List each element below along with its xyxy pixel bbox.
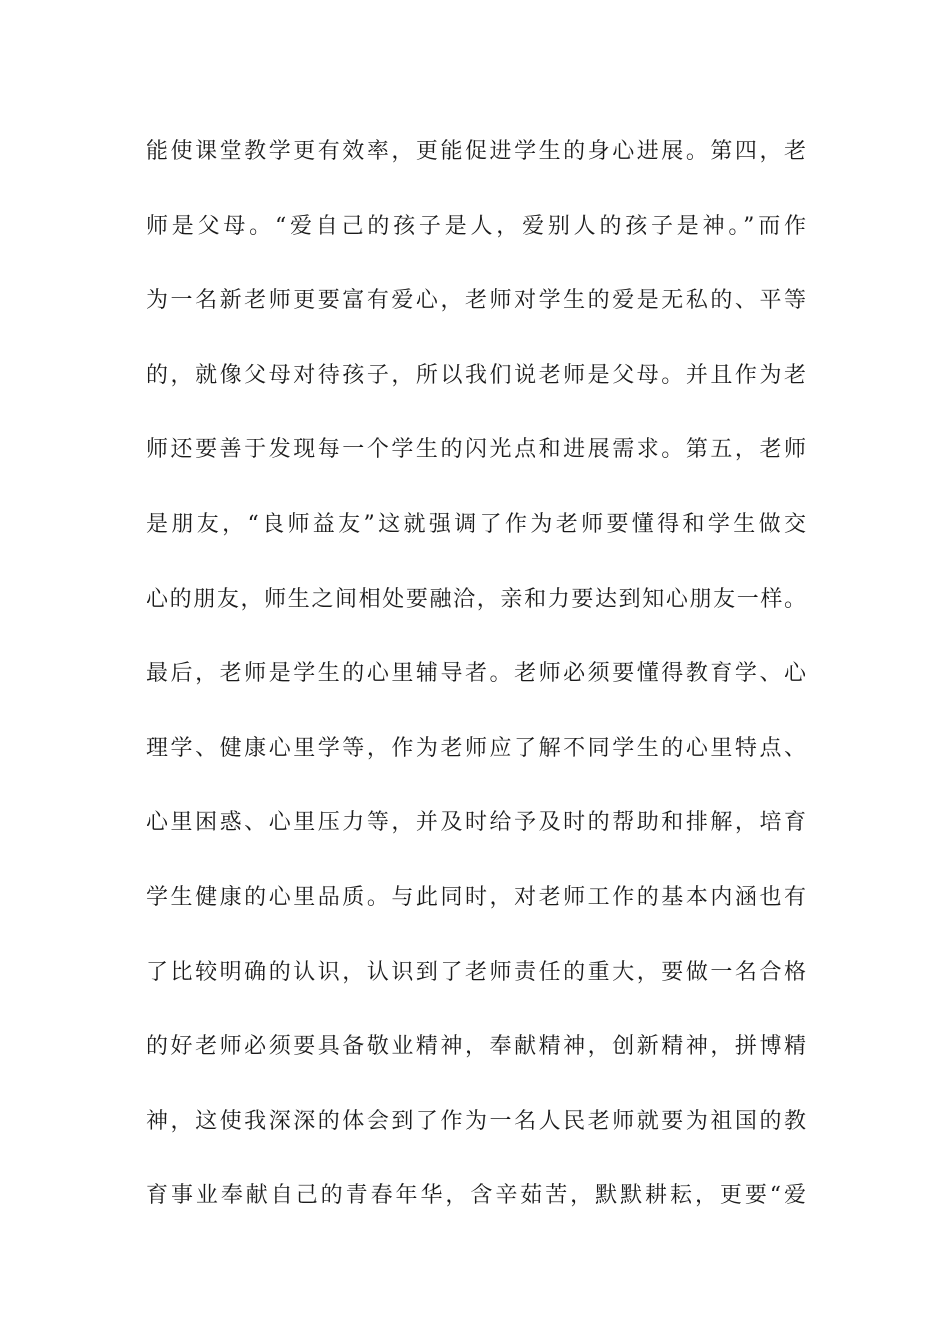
text-line: 最后，老师是学生的心里辅导者。老师必须要懂得教育学、心 — [146, 661, 806, 687]
text-line: 师是父母。“爱自己的孩子是人，爱别人的孩子是神。”而作 — [146, 213, 806, 239]
text-line: 育事业奉献自己的青春年华，含辛茹苦，默默耕耘，更要“爱 — [146, 1183, 806, 1209]
text-line: 为一名新老师更要富有爱心，老师对学生的爱是无私的、平等 — [146, 288, 806, 314]
text-line: 的，就像父母对待孩子，所以我们说老师是父母。并且作为老 — [146, 362, 806, 388]
text-line: 师还要善于发现每一个学生的闪光点和进展需求。第五，老师 — [146, 437, 806, 463]
text-line: 能使课堂教学更有效率，更能促进学生的身心进展。第四，老 — [146, 139, 806, 164]
text-line: 的好老师必须要具备敬业精神，奉献精神，创新精神，拼博精 — [146, 1034, 806, 1060]
text-line: 心里困惑、心里压力等，并及时给予及时的帮助和排解，培育 — [146, 810, 806, 836]
text-line: 学生健康的心里品质。与此同时，对老师工作的基本内涵也有 — [146, 884, 806, 910]
text-line: 是朋友，“良师益友”这就强调了作为老师要懂得和学生做交 — [146, 511, 806, 537]
body-text — [146, 131, 806, 1250]
text-line: 了比较明确的认识，认识到了老师责任的重大，要做一名合格 — [146, 959, 806, 985]
text-line: 理学、健康心里学等，作为老师应了解不同学生的心里特点、 — [146, 735, 806, 761]
text-line: 神，这使我深深的体会到了作为一名人民老师就要为祖国的教 — [146, 1108, 806, 1134]
text-line: 心的朋友，师生之间相处要融洽，亲和力要达到知心朋友一样。 — [146, 586, 806, 612]
